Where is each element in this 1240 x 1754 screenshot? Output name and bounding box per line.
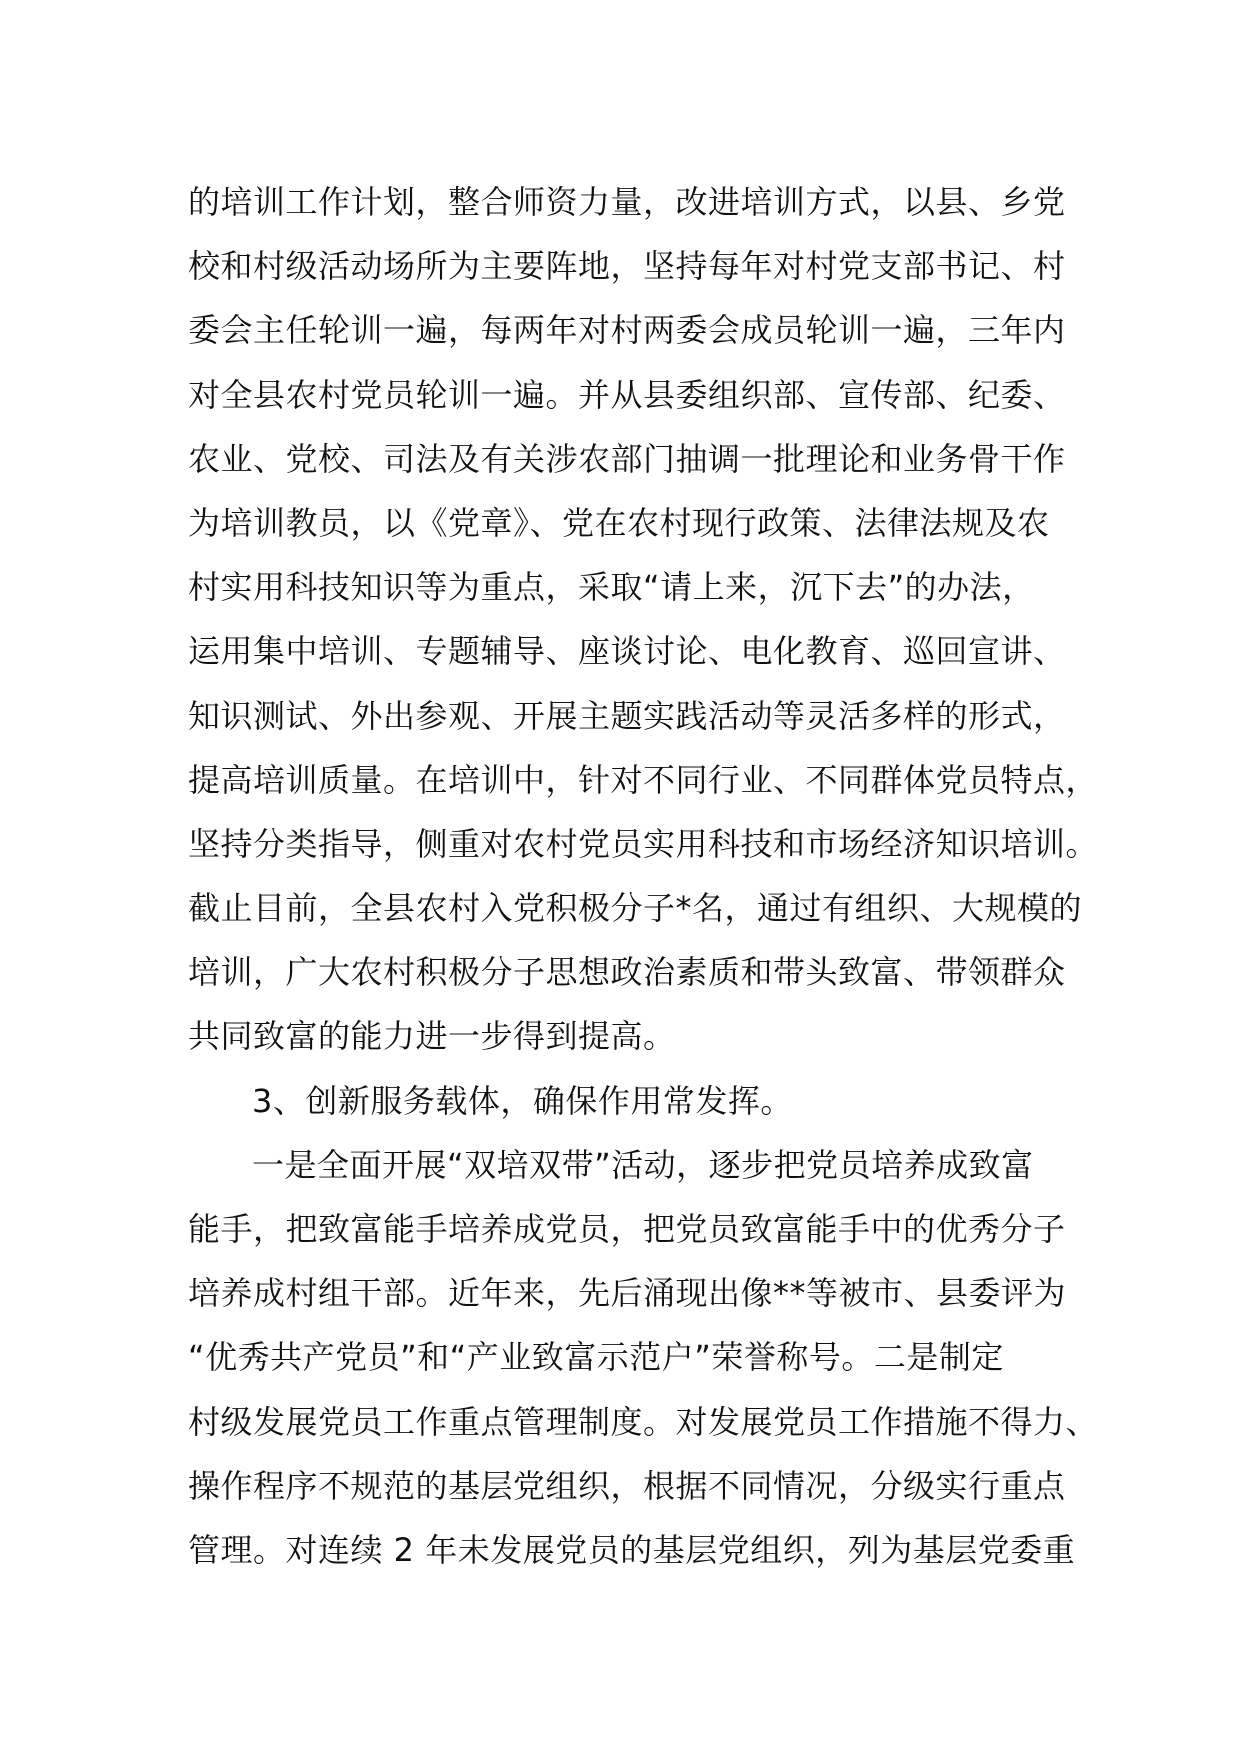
text-line: “优秀共产党员”和“产业致富示范户”荣誉称号。二是制定 [188,1338,1004,1377]
text-line: 管理。对连续 2 年未发展党员的基层党组织，列为基层党委重 [188,1530,1076,1569]
text-line: 知识测试、外出参观、开展主题实践活动等灵活多样的形式， [188,696,1066,735]
text-line: 截止目前，全县农村入党积极分子*名，通过有组织、大规模的 [188,889,1083,928]
text-line: 的培训工作计划，整合师资力量，改进培训方式，以县、乡党 [188,183,1066,221]
text-line: 坚持分类指导，侧重对农村党员实用科技和市场经济知识培训。 [188,824,1099,863]
text-line: 村实用科技知识等为重点，采取“请上来，沉下去”的办法， [188,568,1035,607]
text-line: 提高培训质量。在培训中，针对不同行业、不同群体党员特点， [188,760,1099,799]
text-line: 操作程序不规范的基层党组织，根据不同情况，分级实行重点 [188,1466,1066,1505]
text-line: 共同致富的能力进一步得到提高。 [188,1017,676,1056]
text-line: 村级发展党员工作重点管理制度。对发展党员工作措施不得力、 [188,1402,1099,1441]
text-line: 能手，把致富能手培养成党员，把党员致富能手中的优秀分子 [188,1210,1066,1248]
text-line: 农业、党校、司法及有关涉农部门抽调一批理论和业务骨干作 [188,439,1066,478]
text-line: 培训，广大农村积极分子思想政治素质和带头致富、带领群众 [188,953,1066,992]
document-body [188,170,1099,1582]
text-line: 对全县农村党员轮训一遍。并从县委组织部、宣传部、纪委、 [188,375,1066,414]
text-line: 运用集中培训、专题辅导、座谈讨论、电化教育、巡回宣讲、 [188,632,1066,671]
text-line: 为培训教员，以《党章》、党在农村现行政策、法律法规及农 [188,503,1050,542]
text-line: 3、创新服务载体，确保作用常发挥。 [252,1081,793,1120]
text-line: 校和村级活动场所为主要阵地，坚持每年对村党支部书记、村 [188,247,1066,286]
text-line: 培养成村组干部。近年来，先后涌现出像**等被市、县委评为 [188,1274,1067,1313]
text-line: 一是全面开展“双培双带”活动，逐步把党员培养成致富 [252,1145,1034,1184]
text-line: 委会主任轮训一遍，每两年对村两委会成员轮训一遍，三年内 [188,311,1066,350]
